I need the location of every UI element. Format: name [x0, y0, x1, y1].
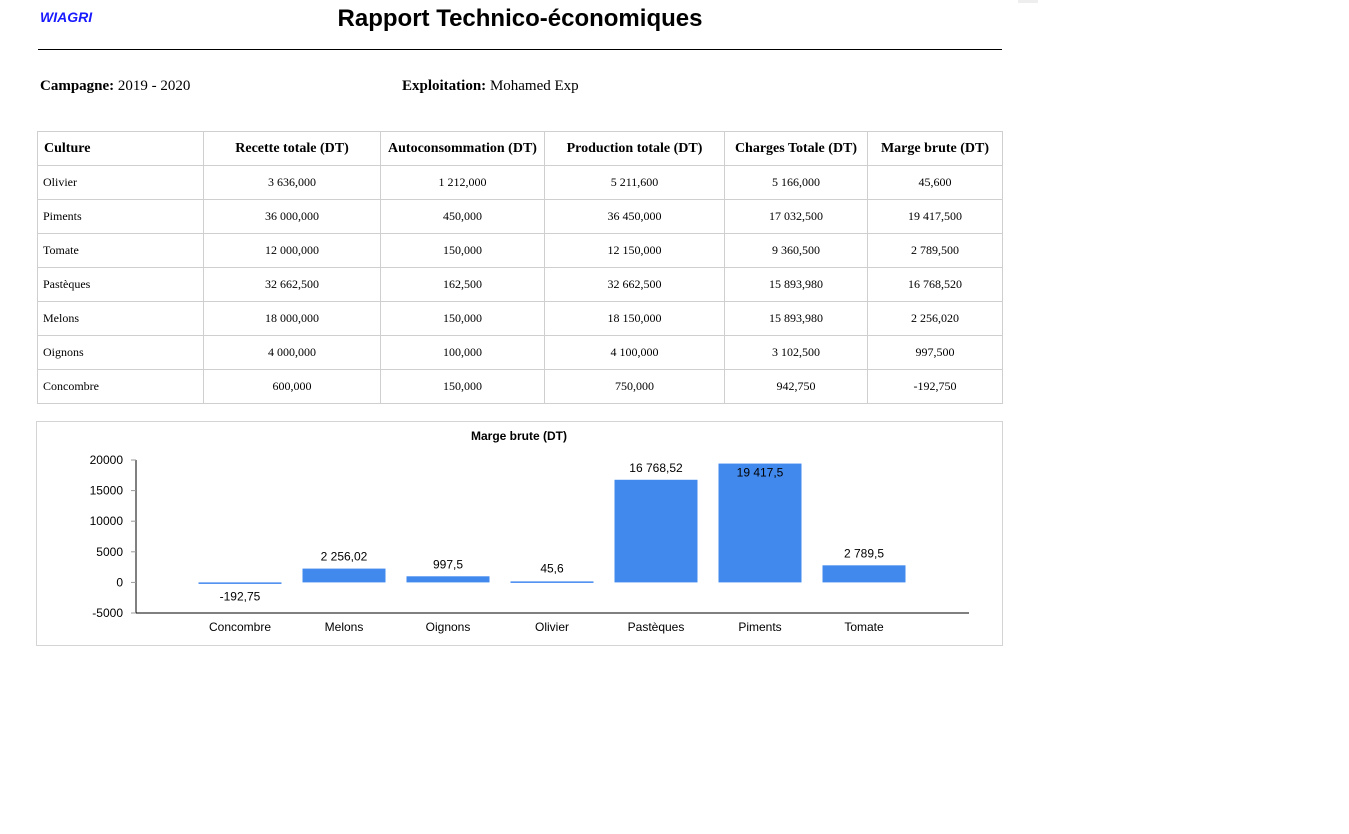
report-table	[37, 131, 1003, 404]
cell-charges: 3 102,500	[725, 336, 868, 370]
cell-production: 750,000	[545, 370, 725, 404]
cell-charges: 15 893,980	[725, 302, 868, 336]
data-label: -192,75	[219, 589, 261, 604]
table-row	[38, 166, 1003, 200]
column-header-production: Production totale (DT)	[545, 132, 725, 166]
cell-production: 36 450,000	[545, 200, 725, 234]
bar-olivier	[511, 581, 594, 583]
bar-concombre	[199, 582, 282, 584]
data-label: 16 768,52	[629, 460, 683, 475]
cell-autoconsommation: 150,000	[381, 302, 545, 336]
cell-culture: Concombre	[38, 370, 204, 404]
table-row	[38, 268, 1003, 302]
exploitation-label: Exploitation:	[402, 78, 487, 94]
cell-marge: 19 417,500	[868, 200, 1003, 234]
cell-autoconsommation: 1 212,000	[381, 166, 545, 200]
chart-canvas	[37, 422, 1002, 645]
marge-brute-chart	[36, 421, 1003, 646]
cell-culture: Melons	[38, 302, 204, 336]
x-tick-label: Tomate	[844, 620, 884, 634]
cell-autoconsommation: 150,000	[381, 234, 545, 268]
y-tick-label: 20000	[89, 453, 123, 467]
cell-recette: 600,000	[204, 370, 381, 404]
y-tick-label: 5000	[96, 544, 123, 559]
table-row	[38, 234, 1003, 268]
cell-recette: 18 000,000	[204, 302, 381, 336]
cell-autoconsommation: 100,000	[381, 336, 545, 370]
cell-production: 32 662,500	[545, 268, 725, 302]
cell-marge: 2 256,020	[868, 302, 1003, 336]
bar-pastèques	[615, 480, 698, 583]
cell-production: 18 150,000	[545, 302, 725, 336]
x-tick-label: Oignons	[425, 620, 471, 634]
data-label: 2 789,5	[843, 546, 885, 561]
campagne-label: Campagne:	[40, 78, 115, 94]
bar-melons	[303, 569, 386, 583]
data-label: 2 256,02	[320, 549, 368, 564]
table-row	[38, 302, 1003, 336]
y-tick-label: 15000	[89, 483, 123, 498]
table-row	[38, 370, 1003, 404]
cell-recette: 4 000,000	[204, 336, 381, 370]
column-header-autoconsommation: Autoconsommation (DT)	[381, 132, 545, 166]
data-label: 997,5	[432, 557, 464, 572]
table-row	[38, 336, 1003, 370]
campagne-value: 2019 - 2020	[117, 78, 191, 94]
x-tick-label: Concombre	[208, 620, 272, 634]
cell-recette: 36 000,000	[204, 200, 381, 234]
cell-recette: 32 662,500	[204, 268, 381, 302]
data-label: 19 417,5	[736, 465, 784, 480]
cell-production: 12 150,000	[545, 234, 725, 268]
cell-culture: Piments	[38, 200, 204, 234]
y-tick-label: 10000	[89, 514, 123, 529]
column-header-recette: Recette totale (DT)	[204, 132, 381, 166]
cell-production: 4 100,000	[545, 336, 725, 370]
x-tick-label: Piments	[738, 620, 782, 634]
cell-recette: 12 000,000	[204, 234, 381, 268]
cell-marge: 997,500	[868, 336, 1003, 370]
header-divider	[38, 49, 1002, 50]
cell-recette: 3 636,000	[204, 166, 381, 200]
x-tick-label: Melons	[324, 620, 364, 634]
cell-marge: 45,600	[868, 166, 1003, 200]
cell-charges: 15 893,980	[725, 268, 868, 302]
cell-marge: 2 789,500	[868, 234, 1003, 268]
campagne-info	[40, 78, 190, 95]
corner-mark	[1018, 0, 1038, 3]
cell-culture: Olivier	[38, 166, 204, 200]
chart-title: Marge brute (DT)	[471, 429, 567, 443]
y-tick-label: 0	[116, 575, 123, 590]
column-header-marge: Marge brute (DT)	[868, 132, 1003, 166]
data-label: 45,6	[540, 561, 564, 576]
cell-charges: 9 360,500	[725, 234, 868, 268]
table-row	[38, 200, 1003, 234]
x-tick-label: Olivier	[534, 620, 570, 634]
bar-tomate	[823, 565, 906, 582]
brand-logo: WIAGRI	[40, 9, 93, 25]
cell-marge: -192,750	[868, 370, 1003, 404]
page-title: Rapport Technico-économiques	[337, 5, 703, 32]
table-header-row	[38, 132, 1003, 166]
x-tick-label: Pastèques	[627, 620, 685, 634]
exploitation-value: Mohamed Exp	[489, 78, 579, 94]
cell-culture: Pastèques	[38, 268, 204, 302]
exploitation-info	[402, 78, 579, 95]
cell-autoconsommation: 150,000	[381, 370, 545, 404]
cell-charges: 5 166,000	[725, 166, 868, 200]
bar-oignons	[407, 576, 490, 582]
cell-marge: 16 768,520	[868, 268, 1003, 302]
cell-culture: Tomate	[38, 234, 204, 268]
cell-charges: 942,750	[725, 370, 868, 404]
cell-culture: Oignons	[38, 336, 204, 370]
cell-autoconsommation: 162,500	[381, 268, 545, 302]
y-tick-label: -5000	[92, 606, 123, 620]
bar-piments	[719, 464, 802, 583]
column-header-charges: Charges Totale (DT)	[725, 132, 868, 166]
cell-autoconsommation: 450,000	[381, 200, 545, 234]
cell-charges: 17 032,500	[725, 200, 868, 234]
column-header-culture: Culture	[38, 132, 204, 166]
cell-production: 5 211,600	[545, 166, 725, 200]
